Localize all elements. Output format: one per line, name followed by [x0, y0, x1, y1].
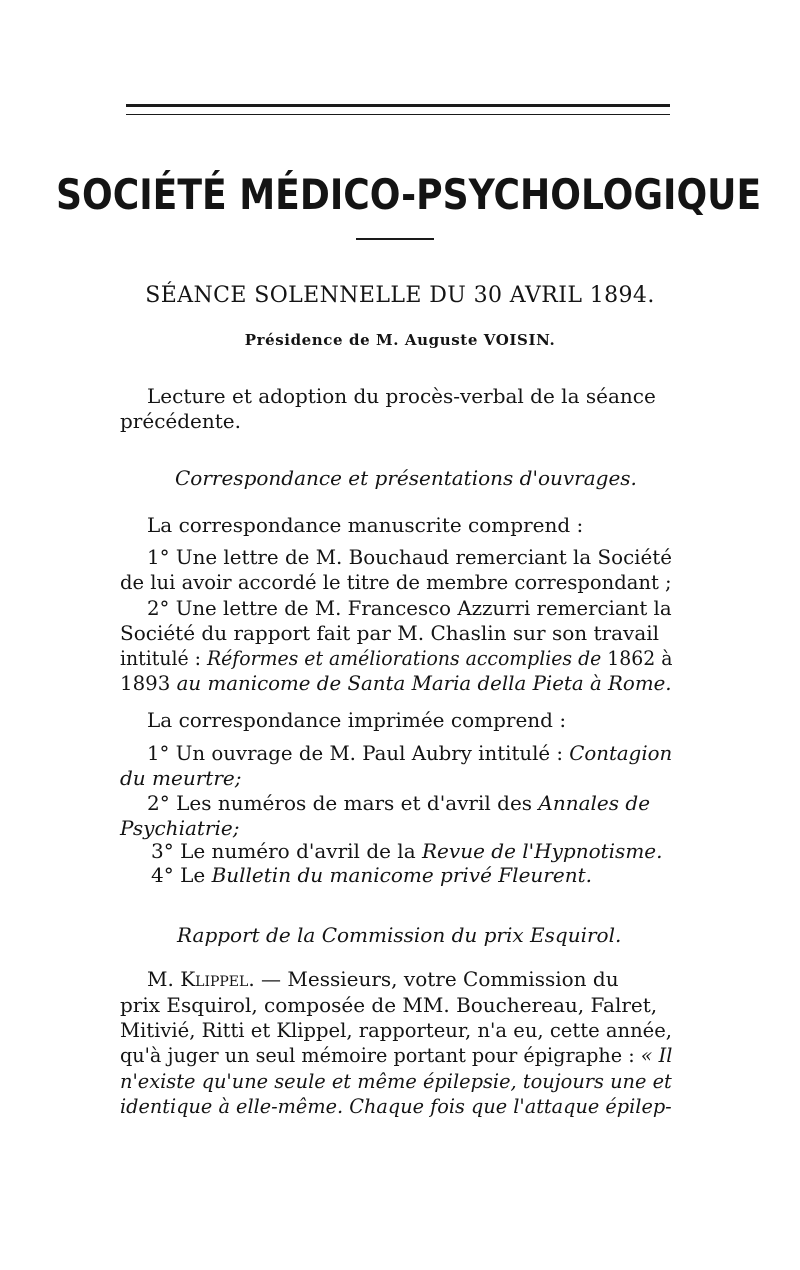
- klippel-prefix: M.: [147, 967, 181, 991]
- manuscrite-item-2-line-3-roman: intitulé :: [120, 646, 207, 670]
- imprimee-item-1-text: 1° Un ouvrage de M. Paul Aubry intitulé :: [147, 741, 570, 765]
- klippel-line-4: [120, 1042, 672, 1068]
- top-double-rule-thick: [126, 104, 670, 107]
- manuscrite-item-2-place: au manicome de Santa Maria della Pieta à Rome.: [176, 671, 672, 695]
- top-double-rule-thin: [126, 114, 670, 115]
- imprimee-item-3: [151, 838, 662, 864]
- title-divider: [356, 238, 434, 240]
- imprimee-item-2-text: 2° Les numéros de mars et d'avril des: [147, 791, 539, 815]
- rapport-heading: Rapport de la Commission du prix Esquirol.: [177, 923, 622, 947]
- imprimee-item-2-title: Annales de: [538, 791, 651, 815]
- imprimee-item-3-title: Revue de l'Hypnotisme.: [422, 839, 663, 863]
- manuscrite-item-1-line-2: de lui avoir accordé le titre de membre correspondant ;: [120, 570, 672, 594]
- imprimee-item-3-text: 3° Le numéro d'avril de la: [151, 839, 422, 863]
- klippel-line-1-text: . — Messieurs, votre Commission du: [248, 967, 619, 991]
- klippel-line-2: prix Esquirol, composée de MM. Bouchereau, Falret,: [120, 993, 658, 1017]
- imprimee-item-1-line-2: du meurtre;: [120, 766, 242, 790]
- manuscrite-item-2-line-1: 2° Une lettre de M. Francesco Azzurri remerciant la: [147, 596, 672, 620]
- imprimee-intro: La correspondance imprimée comprend :: [147, 708, 567, 732]
- klippel-line-6: identique à elle-même. Chaque fois que l'attaque épilep-: [120, 1094, 672, 1118]
- imprimee-item-1-title: Contagion: [569, 741, 673, 765]
- imprimee-item-2-line-1: [147, 790, 650, 816]
- manuscrite-item-2-work-title: Réformes et améliorations accomplies de: [206, 646, 602, 670]
- lecture-line-1: Lecture et adoption du procès-verbal de la séance: [147, 384, 656, 408]
- klippel-line-4-text: qu'à juger un seul mémoire portant pour épigraphe :: [120, 1043, 641, 1067]
- imprimee-item-2-line-2: Psychiatrie;: [120, 816, 240, 840]
- klippel-epigraph-start: « Il: [640, 1043, 673, 1067]
- klippel-line-3: Mitivié, Ritti et Klippel, rapporteur, n'a eu, cette année,: [120, 1018, 673, 1042]
- correspondance-heading: Correspondance et présentations d'ouvrages.: [175, 466, 637, 490]
- imprimee-item-4: [151, 862, 592, 888]
- imprimee-item-1-line-1: [147, 740, 672, 766]
- imprimee-item-4-text: 4° Le: [151, 863, 212, 887]
- imprimee-item-4-title: Bulletin du manicome privé Fleurent.: [211, 863, 592, 887]
- manuscrite-intro: La correspondance manuscrite comprend :: [147, 513, 584, 537]
- klippel-name: Klippel: [180, 967, 249, 991]
- presidency-line: Présidence de M. Auguste VOISIN.: [244, 331, 556, 349]
- manuscrite-item-2-line-3: [120, 645, 672, 671]
- manuscrite-item-2-year-end: 1893: [120, 671, 177, 695]
- manuscrite-item-1-line-1: 1° Une lettre de M. Bouchaud remerciant la Société: [147, 545, 672, 569]
- klippel-line-1: [147, 966, 619, 992]
- society-title: SOCIÉTÉ MÉDICO-PSYCHOLOGIQUE: [56, 170, 762, 219]
- session-heading: SÉANCE SOLENNELLE DU 30 AVRIL 1894.: [145, 283, 655, 308]
- klippel-line-5: n'existe qu'une seule et même épilepsie, toujours une et: [120, 1069, 672, 1093]
- lecture-line-2: précédente.: [120, 409, 241, 433]
- manuscrite-item-2-year: 1862 à: [601, 646, 673, 670]
- manuscrite-item-2-line-2: Société du rapport fait par M. Chaslin sur son travail: [120, 621, 660, 645]
- manuscrite-item-2-line-4: [120, 670, 672, 696]
